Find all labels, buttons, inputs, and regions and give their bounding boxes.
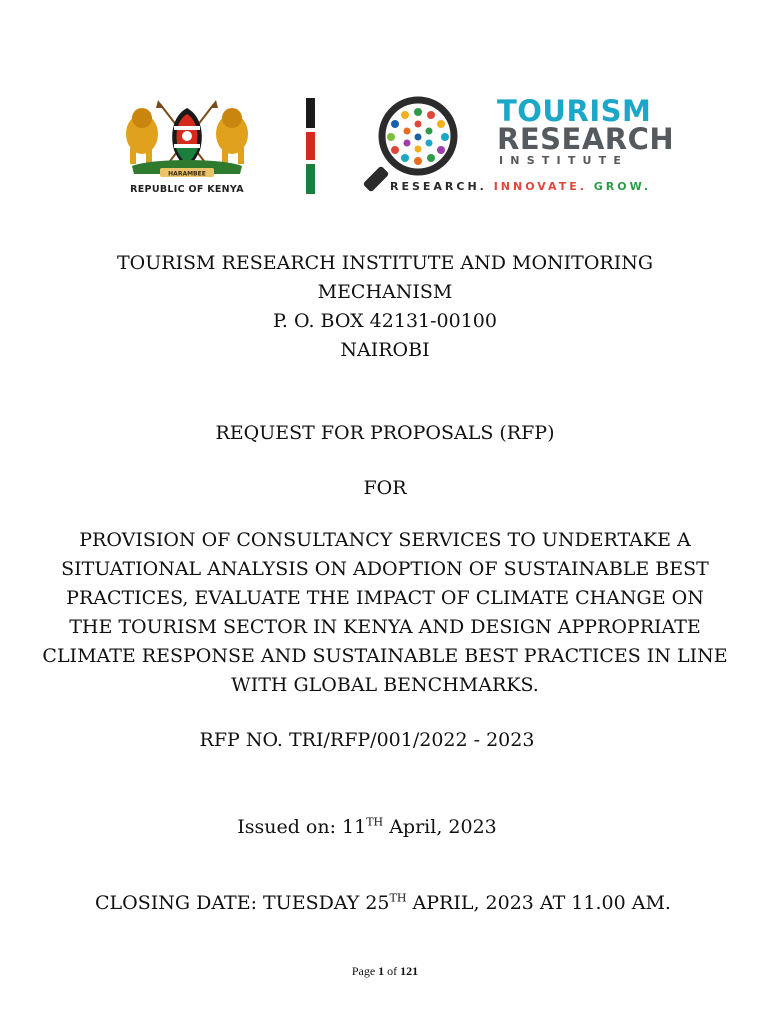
institution-name-line1: TOURISM RESEARCH INSTITUTE AND MONITORING — [116, 252, 654, 274]
closing-date-suffix: APRIL, 2023 AT 11.00 AM. — [406, 892, 671, 914]
tri-logo-word-institute: INSTITUTE — [499, 154, 629, 167]
issued-date — [0, 813, 752, 842]
institution-city: NAIROBI — [340, 339, 430, 361]
closing-date-prefix: CLOSING DATE: TUESDAY 25 — [95, 892, 390, 914]
flag-bar-red — [306, 132, 315, 160]
tri-logo-tagline — [390, 180, 651, 193]
page-of: of — [384, 964, 401, 978]
tri-logo-word-research: RESEARCH — [497, 122, 675, 156]
page-number — [0, 964, 770, 979]
magnifier-icon — [356, 94, 496, 194]
rfp-subject-line: WITH GLOBAL BENCHMARKS. — [231, 674, 539, 696]
rfp-heading: REQUEST FOR PROPOSALS (RFP) — [215, 422, 555, 444]
rfp-number: RFP NO. TRI/RFP/001/2022 - 2023 — [199, 729, 535, 751]
page-label: Page — [351, 964, 379, 978]
rfp-subject — [0, 526, 770, 700]
institution-po-box: P. O. BOX 42131-00100 — [273, 310, 497, 332]
rfp-for: FOR — [363, 477, 407, 499]
institution-name-line2: MECHANISM — [317, 281, 453, 303]
rfp-subject-line: SITUATIONAL ANALYSIS ON ADOPTION OF SUSTAINABLE BEST — [61, 558, 709, 580]
page-current: 1 — [378, 964, 385, 978]
rfp-subject-line: CLIMATE RESPONSE AND SUSTAINABLE BEST PRACTICES IN LINE — [42, 645, 728, 667]
tagline-research: RESEARCH. — [390, 180, 487, 193]
closing-date — [0, 889, 768, 918]
page-total: 121 — [400, 964, 419, 978]
tri-logo-word-tourism: TOURISM — [497, 94, 652, 128]
kenya-flag-bar — [306, 98, 315, 194]
issued-date-ordinal: TH — [366, 815, 384, 829]
institution-address — [0, 249, 770, 365]
tagline-innovate: INNOVATE. — [493, 180, 587, 193]
issued-date-prefix: Issued on: 11 — [237, 816, 367, 838]
coat-of-arms-icon — [112, 96, 262, 184]
rfp-subject-line: PRACTICES, EVALUATE THE IMPACT OF CLIMATE CHANGE ON — [66, 587, 704, 609]
coat-of-arms-motto: HARAMBEE — [168, 170, 206, 178]
rfp-subject-line: PROVISION OF CONSULTANCY SERVICES TO UNDERTAKE A — [79, 529, 691, 551]
tri-logo — [356, 94, 675, 204]
tagline-grow: GROW. — [593, 180, 652, 193]
kenya-coat-of-arms — [112, 96, 262, 200]
flag-bar-black — [306, 98, 315, 128]
closing-date-ordinal: TH — [389, 891, 407, 905]
flag-bar-green — [306, 164, 315, 194]
coat-of-arms-caption: REPUBLIC OF KENYA — [130, 184, 244, 195]
issued-date-suffix: April, 2023 — [383, 816, 497, 838]
rfp-subject-line: THE TOURISM SECTOR IN KENYA AND DESIGN APPROPRIATE — [69, 616, 701, 638]
